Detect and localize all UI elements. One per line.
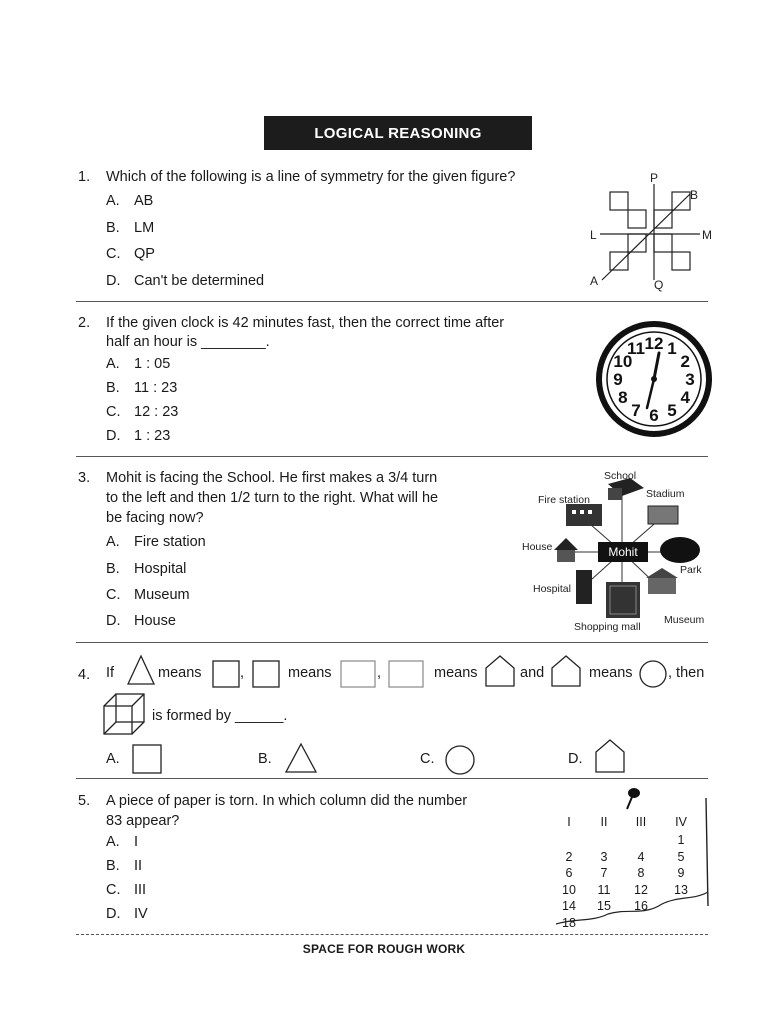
clock-numeral: 2 [680, 352, 690, 371]
clock-numeral: 7 [631, 401, 641, 421]
question-text-line-1: If the given clock is 42 minutes fast, then the correct time after [106, 315, 505, 331]
option-a[interactable]: A. [106, 751, 120, 767]
fire-station-icon [566, 504, 602, 526]
text-means-3: means [434, 665, 478, 681]
table-cell: 4 [637, 849, 645, 864]
option-b[interactable]: B. Hospital [106, 561, 187, 577]
clock-numeral: 3 [685, 370, 695, 389]
question-number: 5. [78, 793, 91, 809]
table-cell: 13 [674, 882, 688, 897]
text-formed-by: is formed by ______. [152, 708, 288, 724]
question-number: 4. [78, 667, 91, 683]
footer-text: SPACE FOR ROUGH WORK [302, 942, 466, 956]
option-d[interactable]: D. Can't be determined [106, 273, 265, 289]
mall-icon [606, 582, 640, 618]
option-c[interactable]: C. 12 : 23 [106, 404, 179, 420]
direction-map-figure [520, 466, 716, 636]
divider [76, 301, 708, 302]
square-shape [252, 660, 280, 688]
question-number: 3. [78, 470, 91, 486]
label-fire-station: Fire station [538, 494, 590, 506]
clock-numeral: 10 [613, 352, 633, 371]
option-d[interactable]: D. House [106, 613, 176, 629]
label-school: School [604, 470, 637, 482]
text-means-2: means [288, 665, 332, 681]
table-cell: 8 [637, 866, 645, 880]
question-text-line-2: half an hour is ________. [106, 334, 270, 350]
clock-numeral: 6 [649, 406, 659, 425]
divider-dashed [76, 934, 708, 935]
text-if: If [106, 665, 115, 681]
table-cell: 14 [562, 899, 576, 913]
museum-icon [646, 568, 678, 578]
option-c-circle-shape [444, 744, 476, 776]
table-cell: 5 [677, 849, 685, 864]
option-c[interactable]: C. III [106, 882, 147, 898]
table-cell: 6 [565, 866, 573, 880]
option-c[interactable]: C. QP [106, 246, 155, 262]
square-shape [212, 660, 240, 688]
label-p: P [650, 171, 659, 185]
clock-numeral: 9 [613, 370, 623, 389]
torn-number-table [554, 815, 704, 930]
clock-numeral: 5 [667, 401, 677, 421]
option-a[interactable]: A. AB [106, 193, 154, 209]
circle-shape [638, 659, 668, 689]
question-text-line-3: be facing now? [106, 510, 204, 526]
option-b-triangle-shape [284, 742, 318, 774]
table-cell: 11 [597, 882, 611, 897]
clock-numeral: 8 [618, 388, 628, 407]
table-header: IV [675, 815, 687, 829]
question-number: 1. [78, 169, 91, 185]
clock-numeral: 11 [627, 338, 645, 358]
text-means-4: means [589, 665, 633, 681]
table-cell: 15 [597, 899, 611, 913]
clock-numeral: 1 [667, 338, 677, 358]
park-icon [660, 537, 700, 563]
option-b[interactable]: B. II [106, 858, 143, 874]
question-text-line-2: 83 appear? [106, 813, 180, 829]
label-museum: Museum [664, 614, 705, 626]
label-house: House [522, 541, 553, 553]
pentagon-shape [484, 654, 516, 688]
table-cell: 1 [677, 833, 685, 847]
section-title: LOGICAL REASONING [264, 116, 532, 150]
option-b[interactable]: B. [258, 751, 272, 767]
divider [76, 778, 708, 779]
triangle-shape [126, 654, 156, 686]
question-text: Which of the following is a line of symmetry for the given figure? [106, 169, 516, 185]
option-d-pentagon-shape [594, 738, 626, 774]
question-number: 2. [78, 315, 91, 331]
option-c[interactable]: C. [420, 751, 435, 767]
question-text-line-1: Mohit is facing the School. He first makes a 3/4 turn [106, 470, 438, 486]
label-m: M [702, 228, 712, 242]
option-b[interactable]: B. LM [106, 220, 155, 236]
option-a[interactable]: A. Fire station [106, 534, 206, 550]
table-cell: 16 [634, 899, 648, 913]
table-header: II [600, 815, 608, 829]
table-cell: 7 [600, 866, 608, 880]
option-a[interactable]: A. I [106, 834, 139, 850]
clock-figure [596, 320, 712, 438]
question-text-line-1: A piece of paper is torn. In which column did the number [106, 793, 468, 809]
table-cell: 2 [565, 849, 573, 864]
square-shape [340, 660, 376, 688]
option-a-square-shape [132, 744, 162, 774]
option-a[interactable]: A. 1 : 05 [106, 356, 171, 372]
table-cell: 12 [634, 882, 648, 897]
table-header: I [567, 815, 571, 829]
option-c[interactable]: C. Museum [106, 587, 190, 603]
divider [76, 642, 708, 643]
label-shopping-mall: Shopping mall [574, 621, 641, 633]
table-cell: 18 [562, 915, 576, 930]
label-a: A [590, 274, 599, 288]
label-stadium: Stadium [646, 488, 685, 500]
text-means-1: means [158, 665, 202, 681]
option-d[interactable]: D. IV [106, 906, 148, 922]
text-and: and [520, 665, 545, 681]
label-l: L [590, 228, 597, 242]
option-d[interactable]: D. 1 : 23 [106, 428, 171, 444]
cube-shape [102, 692, 148, 736]
clock-numeral: 4 [680, 388, 690, 407]
stadium-icon [648, 506, 678, 524]
center-label: Mohit [608, 545, 638, 559]
label-hospital: Hospital [533, 583, 571, 595]
square-shape [388, 660, 424, 688]
hospital-icon [576, 570, 592, 604]
option-d[interactable]: D. [568, 751, 583, 767]
label-park: Park [680, 564, 702, 576]
table-cell: 10 [562, 882, 576, 897]
label-b: B [690, 188, 699, 202]
divider [76, 456, 708, 457]
table-header: III [635, 815, 647, 829]
question-text-line-2: to the left and then 1/2 turn to the right. What will he [106, 490, 439, 506]
house-icon [554, 538, 578, 550]
pentagon-shape [550, 654, 582, 688]
option-b[interactable]: B. 11 : 23 [106, 380, 178, 396]
table-cell: 9 [677, 866, 685, 880]
clock-numeral: 12 [644, 334, 664, 353]
symmetry-figure [588, 172, 718, 292]
label-q: Q [654, 278, 664, 292]
text-then: , then [668, 665, 705, 681]
table-cell: 3 [600, 849, 608, 864]
